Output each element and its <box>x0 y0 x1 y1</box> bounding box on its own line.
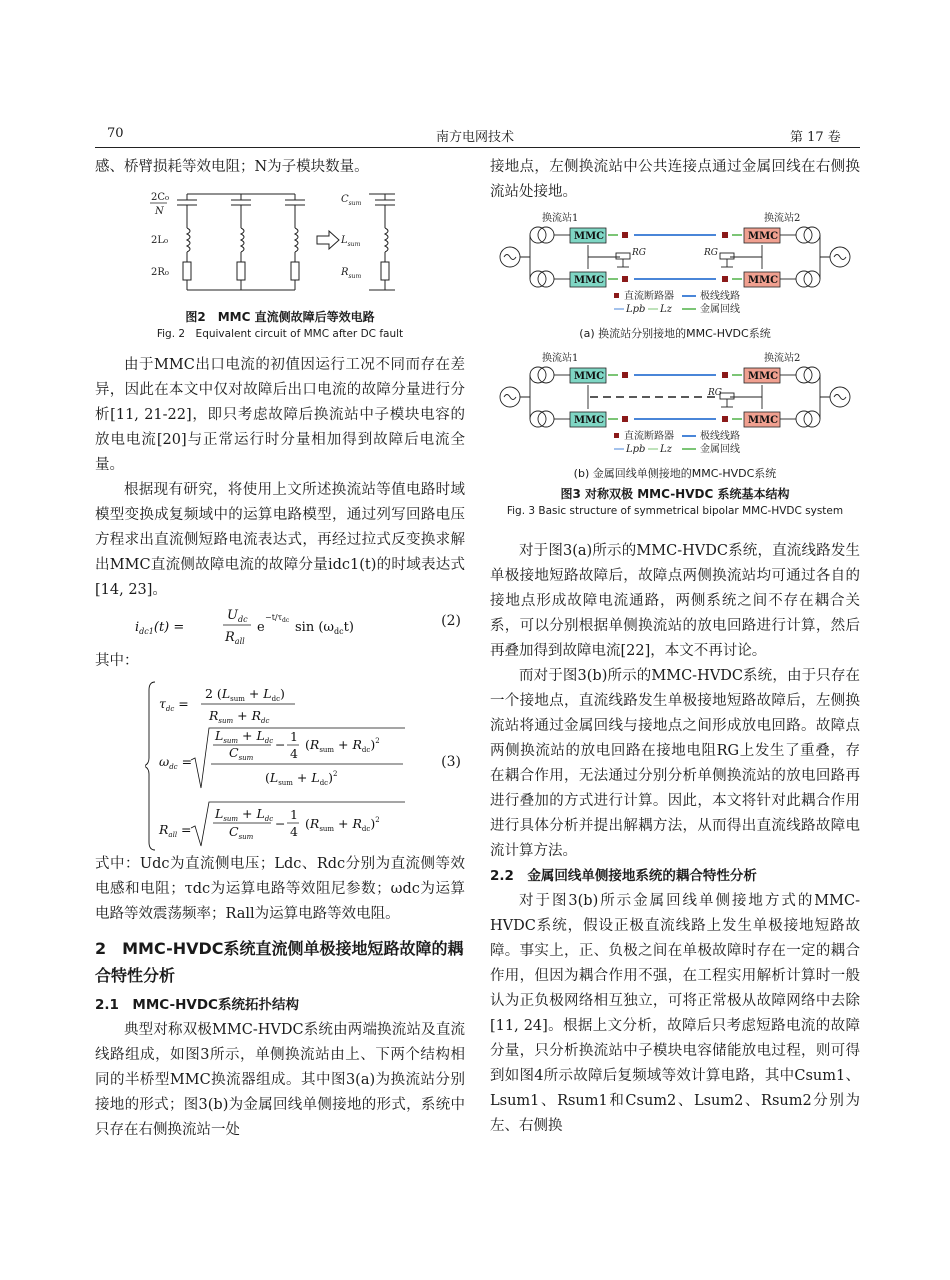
svg-text:1: 1 <box>290 807 298 822</box>
fig3a-legend-return: 金属回线 <box>700 304 740 315</box>
paragraph-symbols: 式中：Udc为直流侧电压；Ldc、Rdc分别为直流侧等效电感和电阻；τdc为运算电路等效阻尼参数；ωdc为运算电路等效震荡频率；Rall为运算电路等效电阻。 <box>95 856 465 922</box>
svg-text:Csum: $C_{sum}$ <box>229 824 254 841</box>
label-csum: $C_{sum}$ <box>341 194 362 207</box>
paragraph-fig3a: 对于图3(a)所示的MMC-HVDC系统，直流线路发生单极接地短路故障后，故障点两侧换流站均可通过各自的接地点形成故障电流通路，两侧系统之间不存在耦合关系，可以分别根据单侧换流站的放电回路进行计算，然后再叠加得到故障电流[22]，本文不再讨论。 <box>490 543 860 659</box>
paragraph-initial-value: 由于MMC出口电流的初值因运行工况不同而存在差异，因此在本文中仅对故障后出口电流的故障分量进行分析[11, 21-22]，即只考虑故障后换流站中子模块电容的放电电流[20]与正常运行时分量相加得到故障后电流全量。 <box>95 357 465 473</box>
fig3a-legend-breaker: 直流断路器 <box>624 291 674 302</box>
equation-3-formula <box>145 676 465 854</box>
svg-text:−t/τdc: $-t/\tau_{dc}$ <box>265 613 290 624</box>
fig3a-rg-left-label: RG <box>632 248 646 258</box>
fig2-circuit <box>95 188 465 300</box>
fig3a-mmc-label: MMC <box>574 275 605 286</box>
svg-text:1: 1 <box>290 729 298 744</box>
fig3a-legend-pole-line: 极线线路 <box>700 291 740 302</box>
svg-text:e: e <box>257 620 265 635</box>
journal-title: 南方电网技术 <box>435 130 514 145</box>
fig2-caption-en: Fig. 2 Equivalent circuit of MMC after DC fault <box>156 328 404 340</box>
equation-2-number: (2) <box>441 613 461 629</box>
label-lsum: $L_{sum}$ <box>341 235 361 248</box>
fig3a-station2-label: 换流站2 <box>764 213 801 224</box>
fig3a-diagram <box>490 211 860 321</box>
fig3b-mmc-label: MMC <box>574 371 605 382</box>
svg-text:4: 4 <box>290 746 298 761</box>
paragraph-model: 根据现有研究，将使用上文所述换流站等值电路时域模型变换成复频域中的运算电路模型，通过列写回路电压方程求出直流侧短路电流表达式，再经过拉式反变换求解出MMC直流侧故障电流的故障分量idc1(t)的时域表达式[14, 23]。 <box>95 482 465 598</box>
svg-text:(Rsum + Rdc)2: $(R_{sum} + R_{dc})^2$ <box>305 816 380 833</box>
fig3b-rg-label: RG <box>708 388 722 398</box>
section-2-1-title: 2.1 MMC-HVDC系统拓扑结构 <box>95 997 299 1013</box>
svg-text:τdc =: $\tau_{dc}$ = <box>159 696 189 713</box>
breaker-icon <box>622 276 628 282</box>
fig3b-legend-lpb: Lpb <box>626 444 646 455</box>
svg-text:4: 4 <box>290 824 298 839</box>
left-column <box>95 155 465 1143</box>
section-2-2-title: 2.2 金属回线单侧接地系统的耦合特性分析 <box>490 868 757 884</box>
equation-3 <box>95 674 465 852</box>
section-2-title: 2 MMC-HVDC系统直流侧单极接地短路故障的耦合特性分析 <box>95 939 464 985</box>
svg-text:Lsum + Ldc: $L_{sum} + L_{dc}$ <box>215 806 274 823</box>
svg-text:Rall: $R_{all}$ <box>225 630 245 646</box>
fig3a-legend-lz: Lz <box>660 304 672 315</box>
fig3-caption-en: Fig. 3 Basic structure of symmetrical bipolar MMC-HVDC system <box>506 505 844 517</box>
svg-text:Udc: $U_{dc}$ <box>227 608 248 624</box>
volume-label: 第 17 卷 <box>790 130 841 145</box>
label-rsum: $R_{sum}$ <box>341 267 362 280</box>
transform-arrow-icon <box>317 231 339 249</box>
svg-text:Rsum + Rdc: $R_{sum} + R_{dc}$ <box>209 708 270 725</box>
fig3a-mmc-label: MMC <box>748 231 779 242</box>
figure-3 <box>490 211 860 519</box>
fig3a-subcaption: (a) 换流站分别接地的MMC-HVDC系统 <box>579 327 771 340</box>
fig3a-legend-lpb: Lpb <box>626 304 646 315</box>
fig3a-mmc-label: MMC <box>574 231 605 242</box>
fig3b-mmc-label: MMC <box>574 415 605 426</box>
svg-text:Csum: $C_{sum}$ <box>229 745 254 762</box>
page-number: 70 <box>107 126 124 141</box>
svg-text:−: − <box>275 816 286 831</box>
svg-text:−: − <box>275 737 286 752</box>
svg-text:Lsum + Ldc: $L_{sum} + L_{dc}$ <box>215 728 274 745</box>
svg-text:(Lsum + Ldc)2: $(L_{sum} + L_{dc})^2$ <box>265 770 338 787</box>
breaker-icon <box>722 276 728 282</box>
fig3b-legend-return: 金属回线 <box>700 444 740 455</box>
paragraph-grounding-continued: 接地点，左侧换流站中公共连接点通过金属回线在右侧换流站处接地。 <box>490 159 860 200</box>
fig3b-legend-lz: Lz <box>660 444 672 455</box>
fig3b-mmc-label: MMC <box>748 415 779 426</box>
label-2l0: 2L₀ <box>151 235 169 246</box>
breaker-icon <box>622 232 628 238</box>
svg-text:ωdc =: $\omega_{dc}$ = <box>159 754 193 771</box>
fig2-caption-zh: 图2 MMC 直流侧故障后等效电路 <box>185 310 375 324</box>
svg-text:sin (ωdct): $\sin (\omega_{dc}t)$ <box>295 620 354 636</box>
label-n: N <box>155 206 164 217</box>
svg-text:idc1(t) =: $i_{dc1}(t)$ = <box>135 620 185 636</box>
equation-2 <box>95 603 465 649</box>
fig3b-mmc-label: MMC <box>748 371 779 382</box>
fig3a-rg-right-label: RG <box>704 248 718 258</box>
svg-text:(Rsum + Rdc)2: $(R_{sum} + R_{dc})^2$ <box>305 737 380 754</box>
fig3b-diagram <box>490 351 860 461</box>
label-2r0: 2R₀ <box>151 267 169 278</box>
equation-3-number: (3) <box>441 754 461 770</box>
breaker-icon <box>722 232 728 238</box>
fig3-caption-zh: 图3 对称双极 MMC-HVDC 系统基本结构 <box>560 487 790 501</box>
fig3b-subcaption: (b) 金属回线单侧接地的MMC-HVDC系统 <box>573 467 777 480</box>
fig3b-legend-pole-line: 极线线路 <box>700 431 740 442</box>
fig3b-station1-label: 换流站1 <box>542 353 579 364</box>
header-rule <box>95 147 860 148</box>
paragraph-coupling: 对于图3(b)所示金属回线单侧接地方式的MMC-HVDC系统，假设正极直流线路上发生单极接地短路故障。事实上，正、负极之间在单极故障时存在一定的耦合作用，但因为耦合作用不强，在工程实用解析计算时一般认为正负极网络相互独立，可将正常极从故障网络中去除[11, 24]。根据上文分析，故障后只考虑短路电流的故障分量，只分析换流站中子模块电容储能放电过程，则可得到如图4所示故障后复频域等效计算电路，其中Csum1、Lsum1、Rsum1和Csum2、Lsum2、Rsum2分别为左、右侧换 <box>490 893 860 1134</box>
fig3b-station2-label: 换流站2 <box>764 353 801 364</box>
right-column <box>490 155 860 1139</box>
where-label: 其中： <box>95 653 139 669</box>
intro-line: 感、桥臂损耗等效电阻；N为子模块数量。 <box>95 159 369 175</box>
paragraph-topology: 典型对称双极MMC-HVDC系统由两端换流站及直流线路组成，如图3所示，单侧换流站由上、下两个结构相同的半桥型MMC换流器组成。其中图3(a)为换流站分别接地的形式；图3(b)为金属回线单侧接地的形式，系统中只存在右侧换流站一处 <box>95 1022 465 1138</box>
svg-text:2 (Lsum + Ldc): 2 $(L_{sum} + L_{dc})$ <box>205 686 285 703</box>
paragraph-fig3b: 而对于图3(b)所示的MMC-HVDC系统，由于只存在一个接地点，直流线路发生单极接地短路故障后，左侧换流站将通过金属回线与接地点之间形成放电回路。故障点两侧换流站的放电回路在接地电阻RG上发生了重叠，存在耦合作用，无法通过分别分析单侧换流站的放电回路再进行叠加的方式进行计算。因此，本文将针对此耦合作用进行具体分析并提出解耦方法，从而得出直流线路故障电流计算方法。 <box>490 668 860 859</box>
svg-text:Rall =: $R_{all}$ = <box>159 822 192 839</box>
fig3a-mmc-label: MMC <box>748 275 779 286</box>
fig3a-station1-label: 换流站1 <box>542 213 579 224</box>
figure-2 <box>95 188 465 342</box>
fig3b-legend-breaker: 直流断路器 <box>624 431 674 442</box>
equation-2-formula <box>135 603 435 649</box>
label-2c0: 2C₀ <box>151 192 170 203</box>
